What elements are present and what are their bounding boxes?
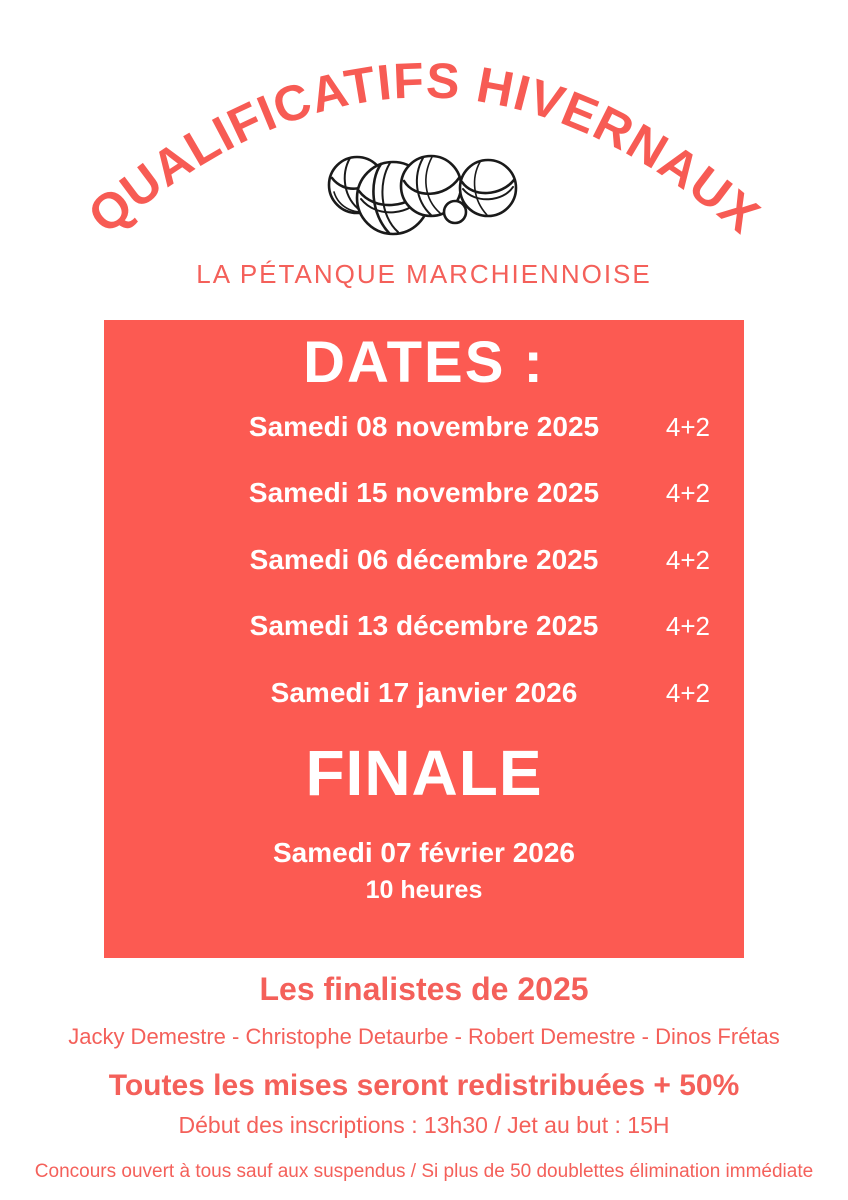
team-format-label: 4+2 [665, 678, 710, 708]
petanque-balls-sketch-icon [319, 136, 529, 243]
rules-footer-line: Concours ouvert à tous sauf aux suspendus / Si plus de 50 doublettes élimination immédiate [34, 1161, 814, 1182]
finale-date: Samedi 07 février 2026 [273, 837, 575, 868]
date-row [104, 676, 744, 710]
team-format-label: 4+2 [665, 611, 710, 641]
jack-ball-icon [444, 201, 466, 223]
date-label: Samedi 13 décembre 2025 [249, 610, 599, 641]
dates-panel [104, 320, 744, 958]
date-label: Samedi 06 décembre 2025 [249, 544, 599, 575]
dates-heading: DATES : [303, 330, 545, 395]
club-name: LA PÉTANQUE MARCHIENNOISE [196, 259, 652, 289]
finale-time: 10 heures [365, 876, 483, 904]
prize-redistribution-line: Toutes les mises seront redistribuées + 50% [108, 1069, 740, 1102]
boule-right-icon [460, 160, 516, 216]
team-format-label: 4+2 [665, 545, 710, 575]
date-label: Samedi 15 novembre 2025 [248, 477, 600, 508]
date-row [104, 410, 744, 444]
finalists-names: Jacky Demestre - Christophe Detaurbe - Robert Demestre - Dinos Frétas [68, 1024, 780, 1049]
finale-heading: FINALE [305, 737, 543, 809]
date-row [104, 609, 744, 643]
date-row [104, 543, 744, 577]
arched-title-text: QUALIFICATIFS HIVERNAUX [77, 52, 771, 245]
date-row [104, 476, 744, 510]
registration-schedule-line: Début des inscriptions : 13h30 / Jet au but : 15H [178, 1112, 670, 1138]
date-label: Samedi 17 janvier 2026 [270, 677, 578, 708]
team-format-label: 4+2 [665, 412, 710, 442]
finalists-heading: Les finalistes de 2025 [259, 971, 589, 1007]
date-label: Samedi 08 novembre 2025 [248, 411, 600, 442]
team-format-label: 4+2 [665, 478, 710, 508]
